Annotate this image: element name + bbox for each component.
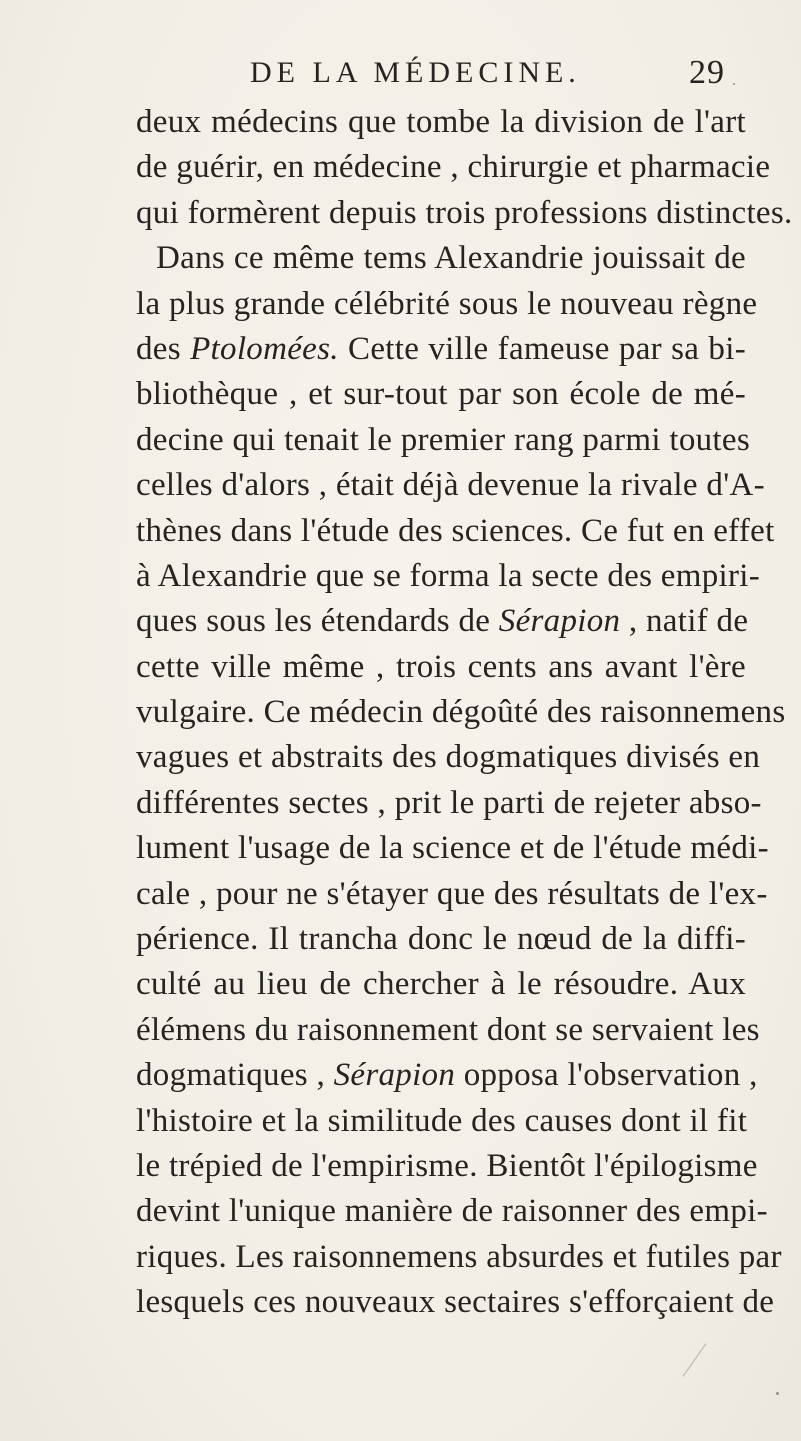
running-title: DE LA MÉDECINE. [250,56,581,89]
text-line: vagues et abstraits des dogmatiques divisés en [136,739,761,776]
italic-name: Sérapion [498,603,621,640]
text-line: bliothèque , et sur-tout par son école de mé- [136,376,746,413]
text-segment: dogmatiques , [136,1057,334,1094]
text-line: périence. Il trancha donc le nœud de la diffi- [136,921,746,958]
body-text [136,100,793,1326]
text-line [136,599,749,644]
text-segment: des [136,330,191,367]
text-segment: , natif de [620,603,749,640]
text-segment: ques sous les étendards de [136,603,499,640]
text-line: deux médecins que tombe la division de l'art [136,104,746,140]
italic-name: Ptolomées. [190,330,339,367]
text-line: à Alexandrie que se forma la secte des empiri- [136,557,761,594]
text-line: devint l'unique manière de raisonner des empi- [136,1193,768,1230]
page-header [250,50,725,96]
italic-name: Sérapion [333,1057,456,1094]
page-edge-mark [683,1343,707,1376]
text-line: qui formèrent depuis trois professions distinctes. [136,194,793,231]
ink-speck [733,83,735,85]
text-line: riques. Les raisonnemens absurdes et futiles par [136,1238,782,1275]
text-line: la plus grande célébrité sous le nouveau règne [136,285,758,322]
text-line: de guérir, en médecine , chirurgie et pharmacie [136,149,771,186]
text-line: cette ville même , trois cents ans avant l'ère [136,648,746,685]
text-line: lument l'usage de la science et de l'étude médi- [136,830,769,867]
text-segment: opposa l'observation , [455,1057,758,1094]
text-line [136,1053,758,1098]
text-line: Dans ce même tems Alexandrie jouissait de [156,240,746,277]
text-line: le trépied de l'empirisme. Bientôt l'épilogisme [136,1147,758,1184]
text-line: lesquels ces nouveaux sectaires s'efforçaient de [136,1284,775,1321]
text-line: decine qui tenait le premier rang parmi toutes [136,421,750,458]
text-segment: Cette ville fameuse par sa bi- [338,330,746,367]
text-line: élémens du raisonnement dont se servaient les [136,1011,760,1048]
text-line: l'histoire et la similitude des causes dont il fit [136,1102,748,1139]
text-line: celles d'alors , était déjà devenue la rivale d'A- [136,467,765,504]
text-line: thènes dans l'étude des sciences. Ce fut en effet [136,512,775,549]
text-line: cale , pour ne s'étayer que des résultats de l'ex- [136,875,768,912]
text-line: différentes sectes , prit le parti de rejeter abso- [136,784,762,821]
page-number: 29 [689,54,725,91]
text-line: culté au lieu de chercher à le résoudre. Aux [136,966,746,1003]
text-line: vulgaire. Ce médecin dégoûté des raisonnemens [136,694,786,731]
text-line [136,327,746,372]
ink-speck [776,1392,779,1395]
